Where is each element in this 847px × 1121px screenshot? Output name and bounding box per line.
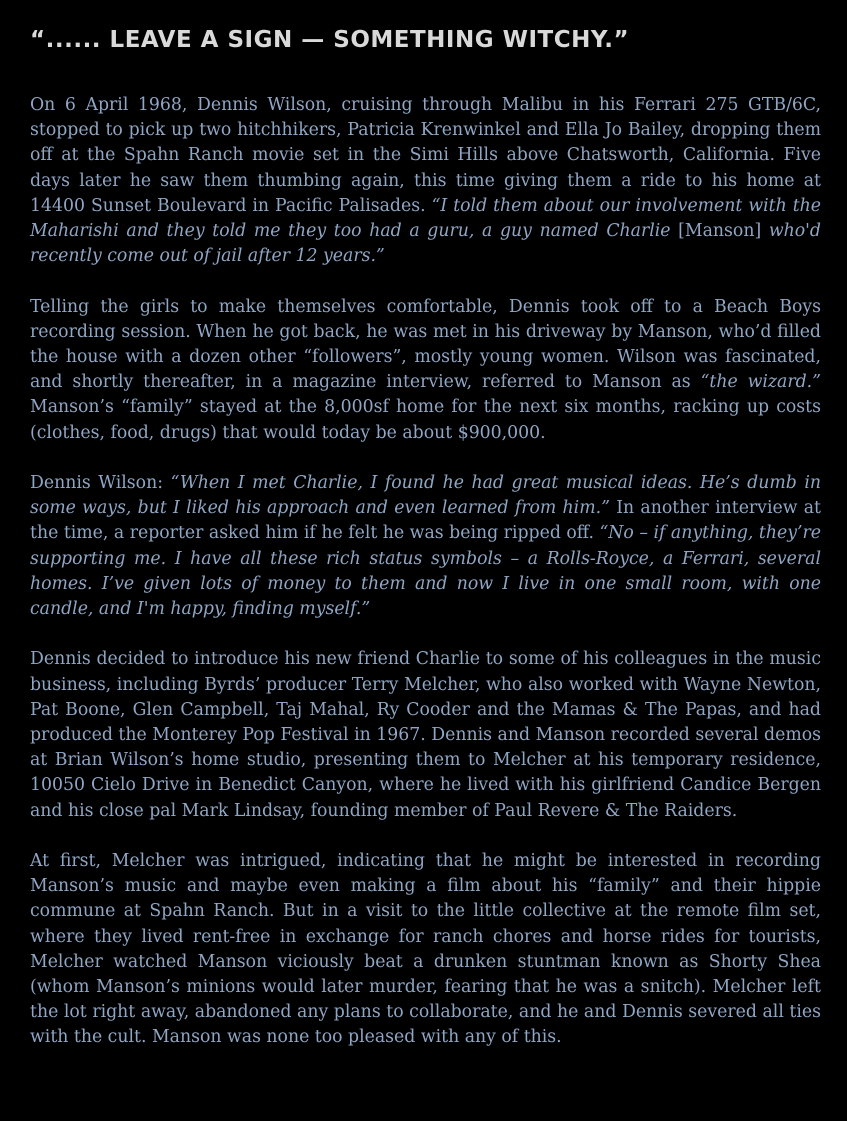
paragraph-3: [30, 471, 821, 622]
paragraph-1-quote-b: who'd recently come out of jail after 12 years.”: [30, 221, 821, 267]
paragraph-4-text: Dennis decided to introduce his new friend Charlie to some of his colleagues in the music business, including Byrds’ producer Terry Melcher, who also worked with Wayne Newton, Pat Boone, Glen Campbell, Taj Mahal, Ry Cooder and the Mamas & The Papas, and had produced the Monterey Pop Festival in 1967. Dennis and Manson recorded several demos at Brian Wilson’s home studio, presenting them to Melcher at his temporary residence, 10050 Cielo Drive in Benedict Canyon, where he lived with his girlfriend Candice Bergen and his close pal Mark Lindsay, founding member of Paul Revere & The Raiders.: [30, 649, 821, 821]
heading-open-quote: “......: [30, 27, 102, 53]
paragraph-1: [30, 93, 821, 269]
paragraph-5: [30, 849, 821, 1051]
paragraph-3-text: In another interview at the time, a reporter asked him if he felt he was being ripped off.: [30, 498, 821, 544]
heading-text: LEAVE A SIGN — SOMETHING WITCHY.: [101, 27, 614, 53]
paragraph-3-quote-b: “No – if anything, they’re supporting me. I have all these rich status symbols – a Rolls-Royce, a Ferrari, several homes. I’ve given lots of money to them and now I live in one small room, with one candle, and I'm happy, finding myself.”: [30, 523, 821, 620]
paragraph-3-speaker: Dennis Wilson:: [30, 473, 171, 494]
paragraph-1-text: On 6 April 1968, Dennis Wilson, cruising through Malibu in his Ferrari 275 GTB/6C, stopped to pick up two hitchhikers, Patricia Krenwinkel and Ella Jo Bailey, dropping them off at the Spahn Ranch movie set in the Simi Hills above Chatsworth, California. Five days later he saw them thumbing again, this time giving them a ride to his home at 14400 Sunset Boulevard in Pacific Palisades.: [30, 95, 821, 216]
paragraph-3-quote-a: “When I met Charlie, I found he had great musical ideas. He’s dumb in some ways, but I liked his approach and even learned from him.”: [30, 473, 821, 519]
paragraph-4: [30, 647, 821, 823]
article-heading: [30, 20, 821, 60]
heading-close-quote: ”: [613, 27, 630, 53]
paragraph-2-quote: “the wizard.”: [700, 372, 821, 393]
paragraph-1-quote-a: “I told them about our involvement with the Maharishi and they told me they too had a guru, a guy named Charlie: [30, 195, 821, 242]
paragraph-2: [30, 295, 821, 446]
paragraph-1-bracket: [Manson]: [670, 221, 769, 242]
paragraph-2-text-a: Telling the girls to make themselves comfortable, Dennis took off to a Beach Boys recording session. When he got back, he was met in his driveway by Manson, who’d filled the house with a dozen other “followers”, mostly young women. Wilson was fascinated, and shortly thereafter, in a magazine interview, referred to Manson as: [30, 296, 821, 393]
paragraph-2-text-b: Manson’s “family” stayed at the 8,000sf home for the next six months, racking up costs (clothes, food, drugs) that would today be about $900,000.: [30, 397, 821, 443]
paragraph-gap: [30, 269, 821, 294]
article: [30, 20, 821, 1051]
paragraph-gap: [30, 446, 821, 471]
paragraph-gap: [30, 824, 821, 849]
paragraph-gap: [30, 622, 821, 647]
paragraph-5-text: At first, Melcher was intrigued, indicating that he might be interested in recording Manson’s music and maybe even making a film about his “family” and their hippie commune at Spahn Ranch. But in a visit to the little collective at the remote film set, where they lived rent-free in exchange for ranch chores and horse rides for tourists, Melcher watched Manson viciously beat a drunken stuntman known as Shorty Shea (whom Manson’s minions would later murder, fearing that he was a snitch). Melcher left the lot right away, abandoned any plans to collaborate, and he and Dennis severed all ties with the cult. Manson was none too pleased with any of this.: [30, 851, 821, 1048]
